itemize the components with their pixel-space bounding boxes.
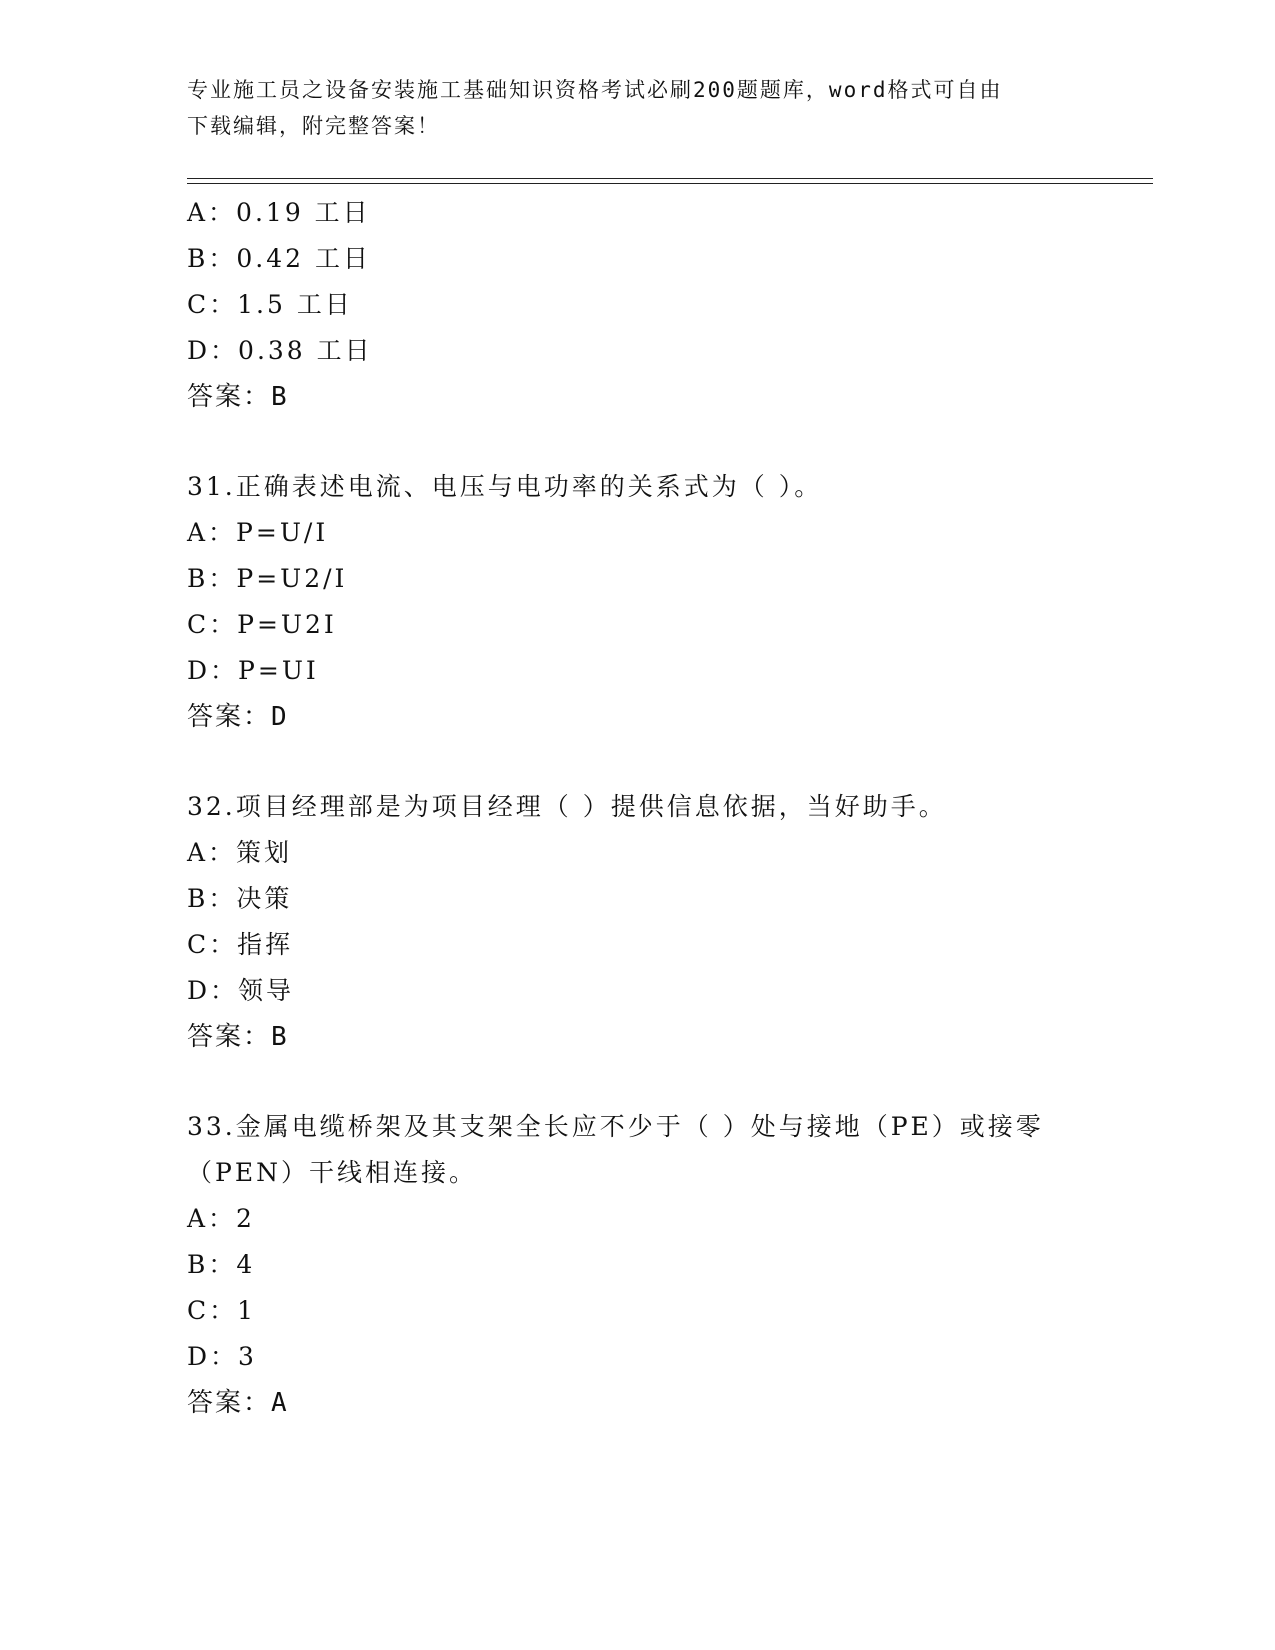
answer-line bbox=[187, 694, 1087, 740]
option-a: A：2 bbox=[187, 1204, 255, 1233]
answer-label: 答案： bbox=[187, 382, 272, 412]
option-d: D：0.38 工日 bbox=[187, 336, 373, 365]
document-header bbox=[187, 72, 1067, 144]
header-divider-top bbox=[187, 178, 1153, 179]
option-b: B：0.42 工日 bbox=[187, 244, 371, 273]
option-b: B：P=U2/I bbox=[187, 564, 348, 593]
header-title-line-2: 下载编辑，附完整答案！ bbox=[187, 114, 440, 138]
option-c: C：指挥 bbox=[187, 930, 294, 959]
answer-line bbox=[187, 1014, 1087, 1060]
question-text: 32.项目经理部是为项目经理（ ）提供信息依据，当好助手。 bbox=[187, 792, 947, 821]
spacer bbox=[187, 420, 1087, 464]
answer-label: 答案： bbox=[187, 1022, 272, 1052]
spacer bbox=[187, 740, 1087, 784]
answer-label: 答案： bbox=[187, 702, 272, 732]
answer-line bbox=[187, 374, 1087, 420]
answer-value: D bbox=[271, 702, 289, 732]
option-a: A：0.19 工日 bbox=[187, 198, 371, 227]
option-a: A：策划 bbox=[187, 838, 293, 867]
question-text: 31.正确表述电流、电压与电功率的关系式为（ ）。 bbox=[187, 472, 823, 501]
option-d: D：3 bbox=[187, 1342, 257, 1371]
answer-value: A bbox=[271, 1388, 289, 1418]
header-divider-bottom bbox=[187, 183, 1153, 184]
question-text: 33.金属电缆桥架及其支架全长应不少于（ ）处与接地（PE）或接零（PEN）干线相连接。 bbox=[187, 1112, 1044, 1187]
answer-value: B bbox=[271, 1022, 289, 1052]
option-c: C：1 bbox=[187, 1296, 257, 1325]
option-c: C：1.5 工日 bbox=[187, 290, 353, 319]
spacer bbox=[187, 1060, 1087, 1104]
answer-line bbox=[187, 1380, 1087, 1426]
header-title-line-1: 专业施工员之设备安装施工基础知识资格考试必刷200题题库，word格式可自由 bbox=[187, 78, 1003, 102]
option-d: D：P=UI bbox=[187, 656, 319, 685]
option-c: C：P=U2I bbox=[187, 610, 337, 639]
option-a: A：P=U/I bbox=[187, 518, 329, 547]
option-b: B：决策 bbox=[187, 884, 293, 913]
option-d: D：领导 bbox=[187, 976, 295, 1005]
question-block bbox=[187, 784, 1087, 1060]
option-b: B：4 bbox=[187, 1250, 256, 1279]
question-block bbox=[187, 190, 1087, 420]
answer-label: 答案： bbox=[187, 1388, 272, 1418]
answer-value: B bbox=[271, 382, 289, 412]
question-block bbox=[187, 1104, 1087, 1426]
question-block bbox=[187, 464, 1087, 740]
question-list bbox=[187, 190, 1087, 1426]
